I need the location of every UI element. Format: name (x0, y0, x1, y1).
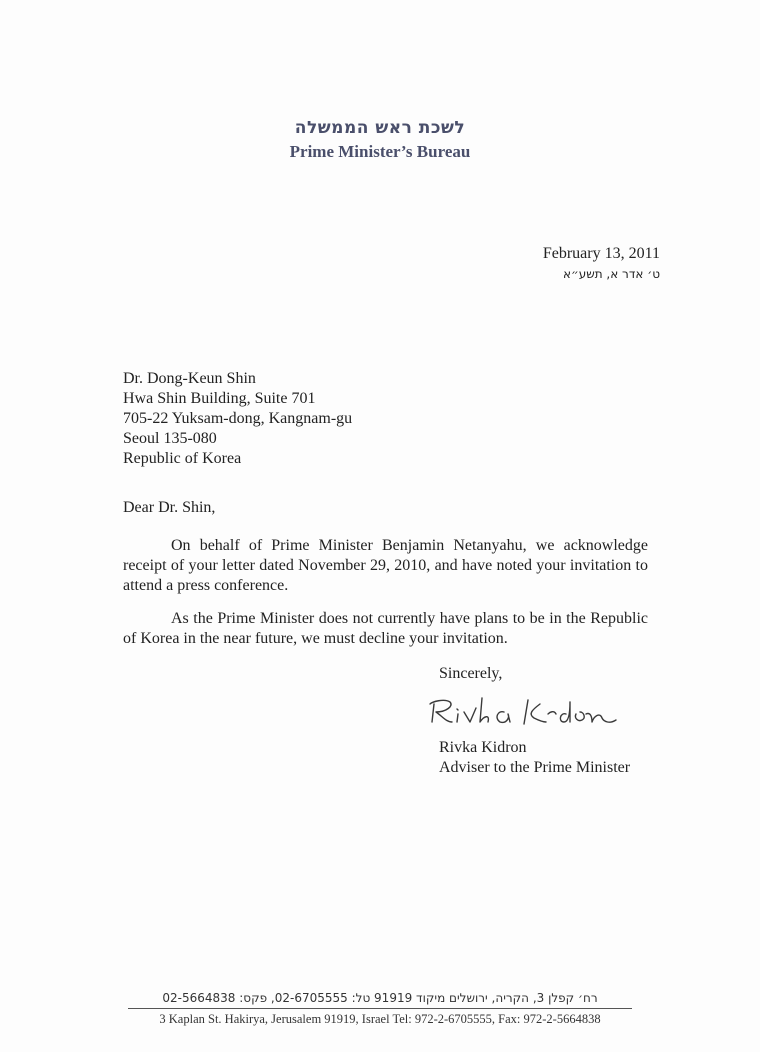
handwritten-signature (424, 692, 634, 734)
signer-block (439, 738, 630, 778)
address-line: Hwa Shin Building, Suite 701 (123, 390, 316, 407)
letterhead-english: Prime Minister’s Bureau (289, 142, 471, 161)
salutation: Dear Dr. Shin, (123, 499, 216, 516)
date-hebrew: ט׳ אדר א, תשע״א (562, 267, 660, 281)
letterhead-hebrew: לשכת ראש הממשלה (294, 118, 466, 138)
address-line: 705-22 Yuksam-dong, Kangnam-gu (123, 410, 353, 427)
address-line: Republic of Korea (123, 450, 242, 467)
closing: Sincerely, (439, 665, 503, 682)
footer-english-address: 3 Kaplan St. Hakirya, Jerusalem 91919, Israel Tel: 972-2-6705555, Fax: 972-2-5664838 (159, 1012, 601, 1026)
date-block (543, 244, 660, 284)
address-line: Dr. Dong-Keun Shin (123, 370, 256, 387)
footer-divider (128, 1008, 632, 1009)
body-paragraph: On behalf of Prime Minister Benjamin Netanyahu, we acknowledge receipt of your letter dated November 29, 2010, and have noted your invitation to attend a press conference. (123, 537, 648, 594)
signer-title: Adviser to the Prime Minister (439, 759, 631, 776)
signer-name: Rivka Kidron (439, 739, 527, 756)
date-english: February 13, 2011 (542, 245, 660, 262)
recipient-address (123, 369, 352, 469)
body-paragraph: As the Prime Minister does not currently have plans to be in the Republic of Korea in the near future, we must decline your invitation. (123, 610, 648, 647)
address-line: Seoul 135-080 (123, 430, 217, 447)
footer-hebrew-address: רח׳ קפלן 3, הקריה, ירושלים מיקוד 91919 טל: 02-6705555, פקס: 02-5664838 (162, 991, 598, 1005)
